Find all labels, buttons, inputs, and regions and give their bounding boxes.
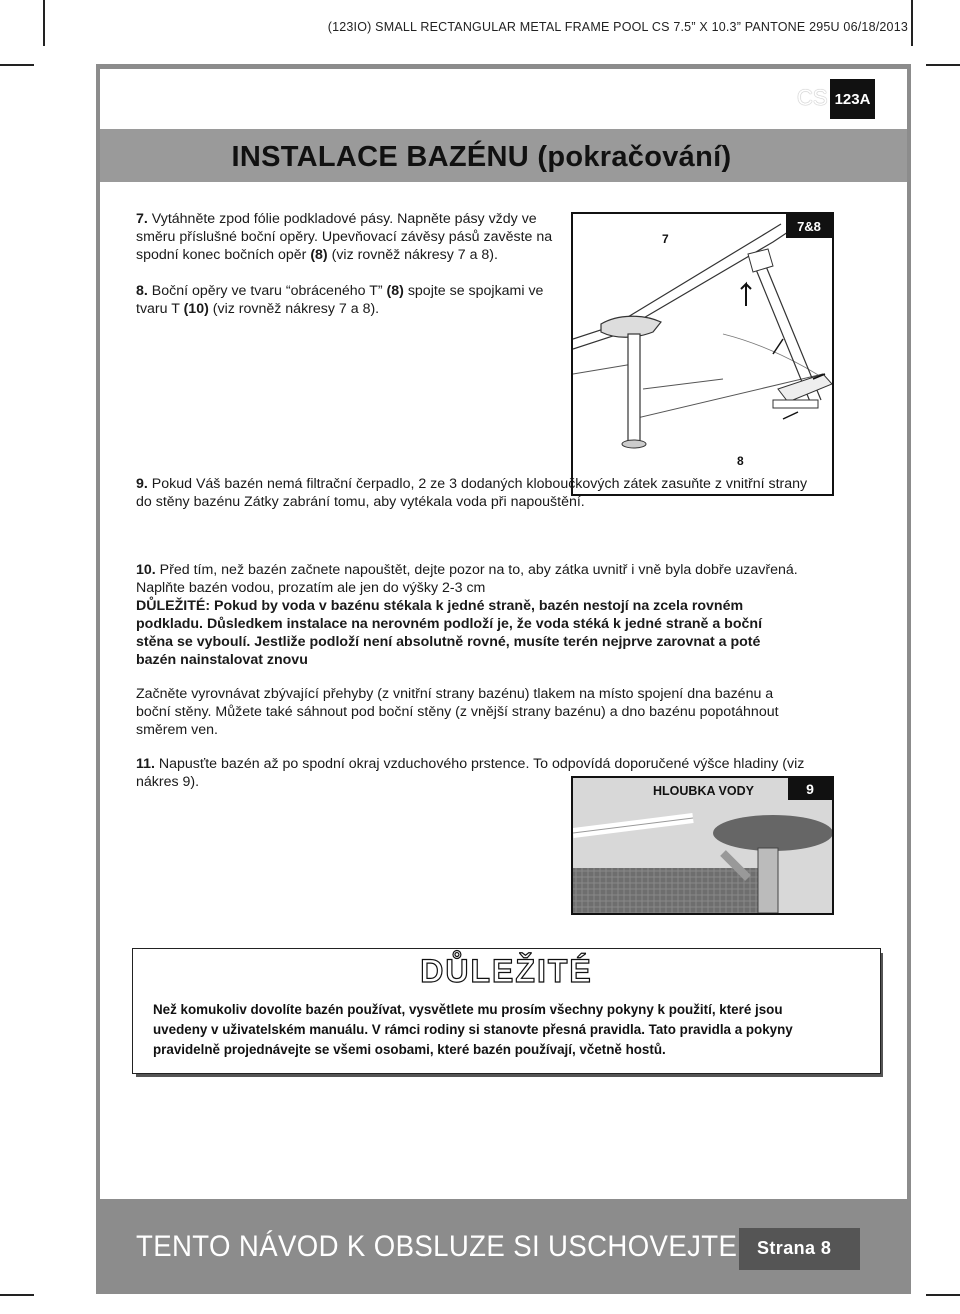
important-title: DŮLEŽITÉ [420, 953, 593, 989]
crop-mark [926, 1294, 960, 1296]
pool-frame-illustration [573, 214, 832, 494]
crop-mark [0, 64, 34, 66]
figure-9-badge: 9 [788, 778, 832, 800]
page-title: INSTALACE BAZÉNU (pokračování) [231, 141, 732, 173]
footer-banner: TENTO NÁVOD K OBSLUZE SI USCHOVEJTE [136, 1230, 738, 1263]
crop-mark [911, 0, 913, 46]
step-7: 7. Vytáhněte zpod fólie podkladové pásy. Napněte pásy vždy ve směru příslušné boční opěry. Upevňovací závěsy pásů zavěste na spodní konec bočních opěr (8) (viz rovněž nákresy 7 a 8). [136, 211, 553, 263]
crop-mark [43, 0, 45, 46]
step-9: 9. Pokud Váš bazén nemá filtrační čerpadlo, 2 ze 3 dodaných kloboučkových zátek zasuňte z vnitřní strany do stěny bazénu Zátky zabrání tomu, aby vytékala voda při napouštění. [136, 476, 808, 510]
figure-9 [571, 776, 834, 915]
figure-label-8: 8 [737, 454, 744, 468]
print-header: (123IO) SMALL RECTANGULAR METAL FRAME POOL CS 7.5” X 10.3” PANTONE 295U 06/18/2013 [327, 20, 908, 34]
page-number: Strana 8 [757, 1238, 832, 1258]
figure-7-8 [571, 212, 834, 496]
crop-mark [926, 64, 960, 66]
language-code-badge: 123A [830, 79, 875, 119]
figure-label-7: 7 [662, 232, 669, 246]
straighten-paragraph: Začněte vyrovnávat zbývající přehyby (z vnitřní strany bazénu) tlakem na místo spojení dna bazénu a boční stěny. Můžete také sáhnout pod boční stěny (z vnější strany bazénu) a dno bazénu popotáhnout směrem ven. [136, 686, 779, 738]
language-label: CS [797, 85, 828, 110]
important-text: Než komukoliv dovolíte bazén používat, vysvětlete mu prosím všechny pokyny k použití, které jsou uvedeny v uživatelském manuálu. V rámci rodiny si stanovte přesná pravidla. Tato pravidla a pokyny pravidelně projednávejte se všemi osobami, které bazén používají, včetně hostů. [153, 1002, 793, 1057]
figure-9-label: HLOUBKA VODY [653, 784, 754, 798]
step-7-text: Vytáhněte zpod fólie podkladové pásy. Napněte pásy vždy ve směru příslušné boční opěry. Upevňovací závěsy pásů zavěste na spodní konec bočních opěr [136, 211, 553, 263]
important-box [132, 948, 881, 1074]
step-11: 11. Napusťte bazén až po spodní okraj vzduchového prstence. To odpovídá doporučené výšce hladiny (viz nákres 9). [136, 756, 805, 790]
crop-mark [0, 1294, 34, 1296]
page-content [100, 69, 907, 1199]
step-8: 8. Boční opěry ve tvaru “obráceného T” (8) spojte se spojkami ve tvaru T (10) (viz rovněž nákresy 7 a 8). [136, 283, 544, 317]
figure-badge: 7&8 [786, 214, 832, 238]
step-10: 10. Před tím, než bazén začnete napouštět, dejte pozor na to, aby zátka uvnitř i vně byla dobře uzavřená. Naplňte bazén vodou, prozatím ale jen do výšky 2-3 cm DŮLEŽITÉ: Pokud by voda v bazénu stékala k jedné straně, bazén nestojí na zcela rovném podkladu. Důsledkem instalace na nerovném podloží je, že voda stéká k jedné straně a boční stěna se vyboulí. Jestliže podloží není absolutně rovné, musíte terén nejprve zarovnat a poté bazén nainstalovat znovu [136, 562, 798, 668]
page-number-box [739, 1228, 860, 1270]
step-10-important: DŮLEŽITÉ: Pokud by voda v bazénu stékala k jedné straně, bazén nestojí na zcela rovném podkladu. Důsledkem instalace na nerovném podloží je, že voda stéká k jedné straně a boční stěna se vyboulí. Jestliže podloží není absolutně rovné, musíte terén nejprve zarovnat a poté bazén nainstalovat znovu [136, 598, 763, 668]
